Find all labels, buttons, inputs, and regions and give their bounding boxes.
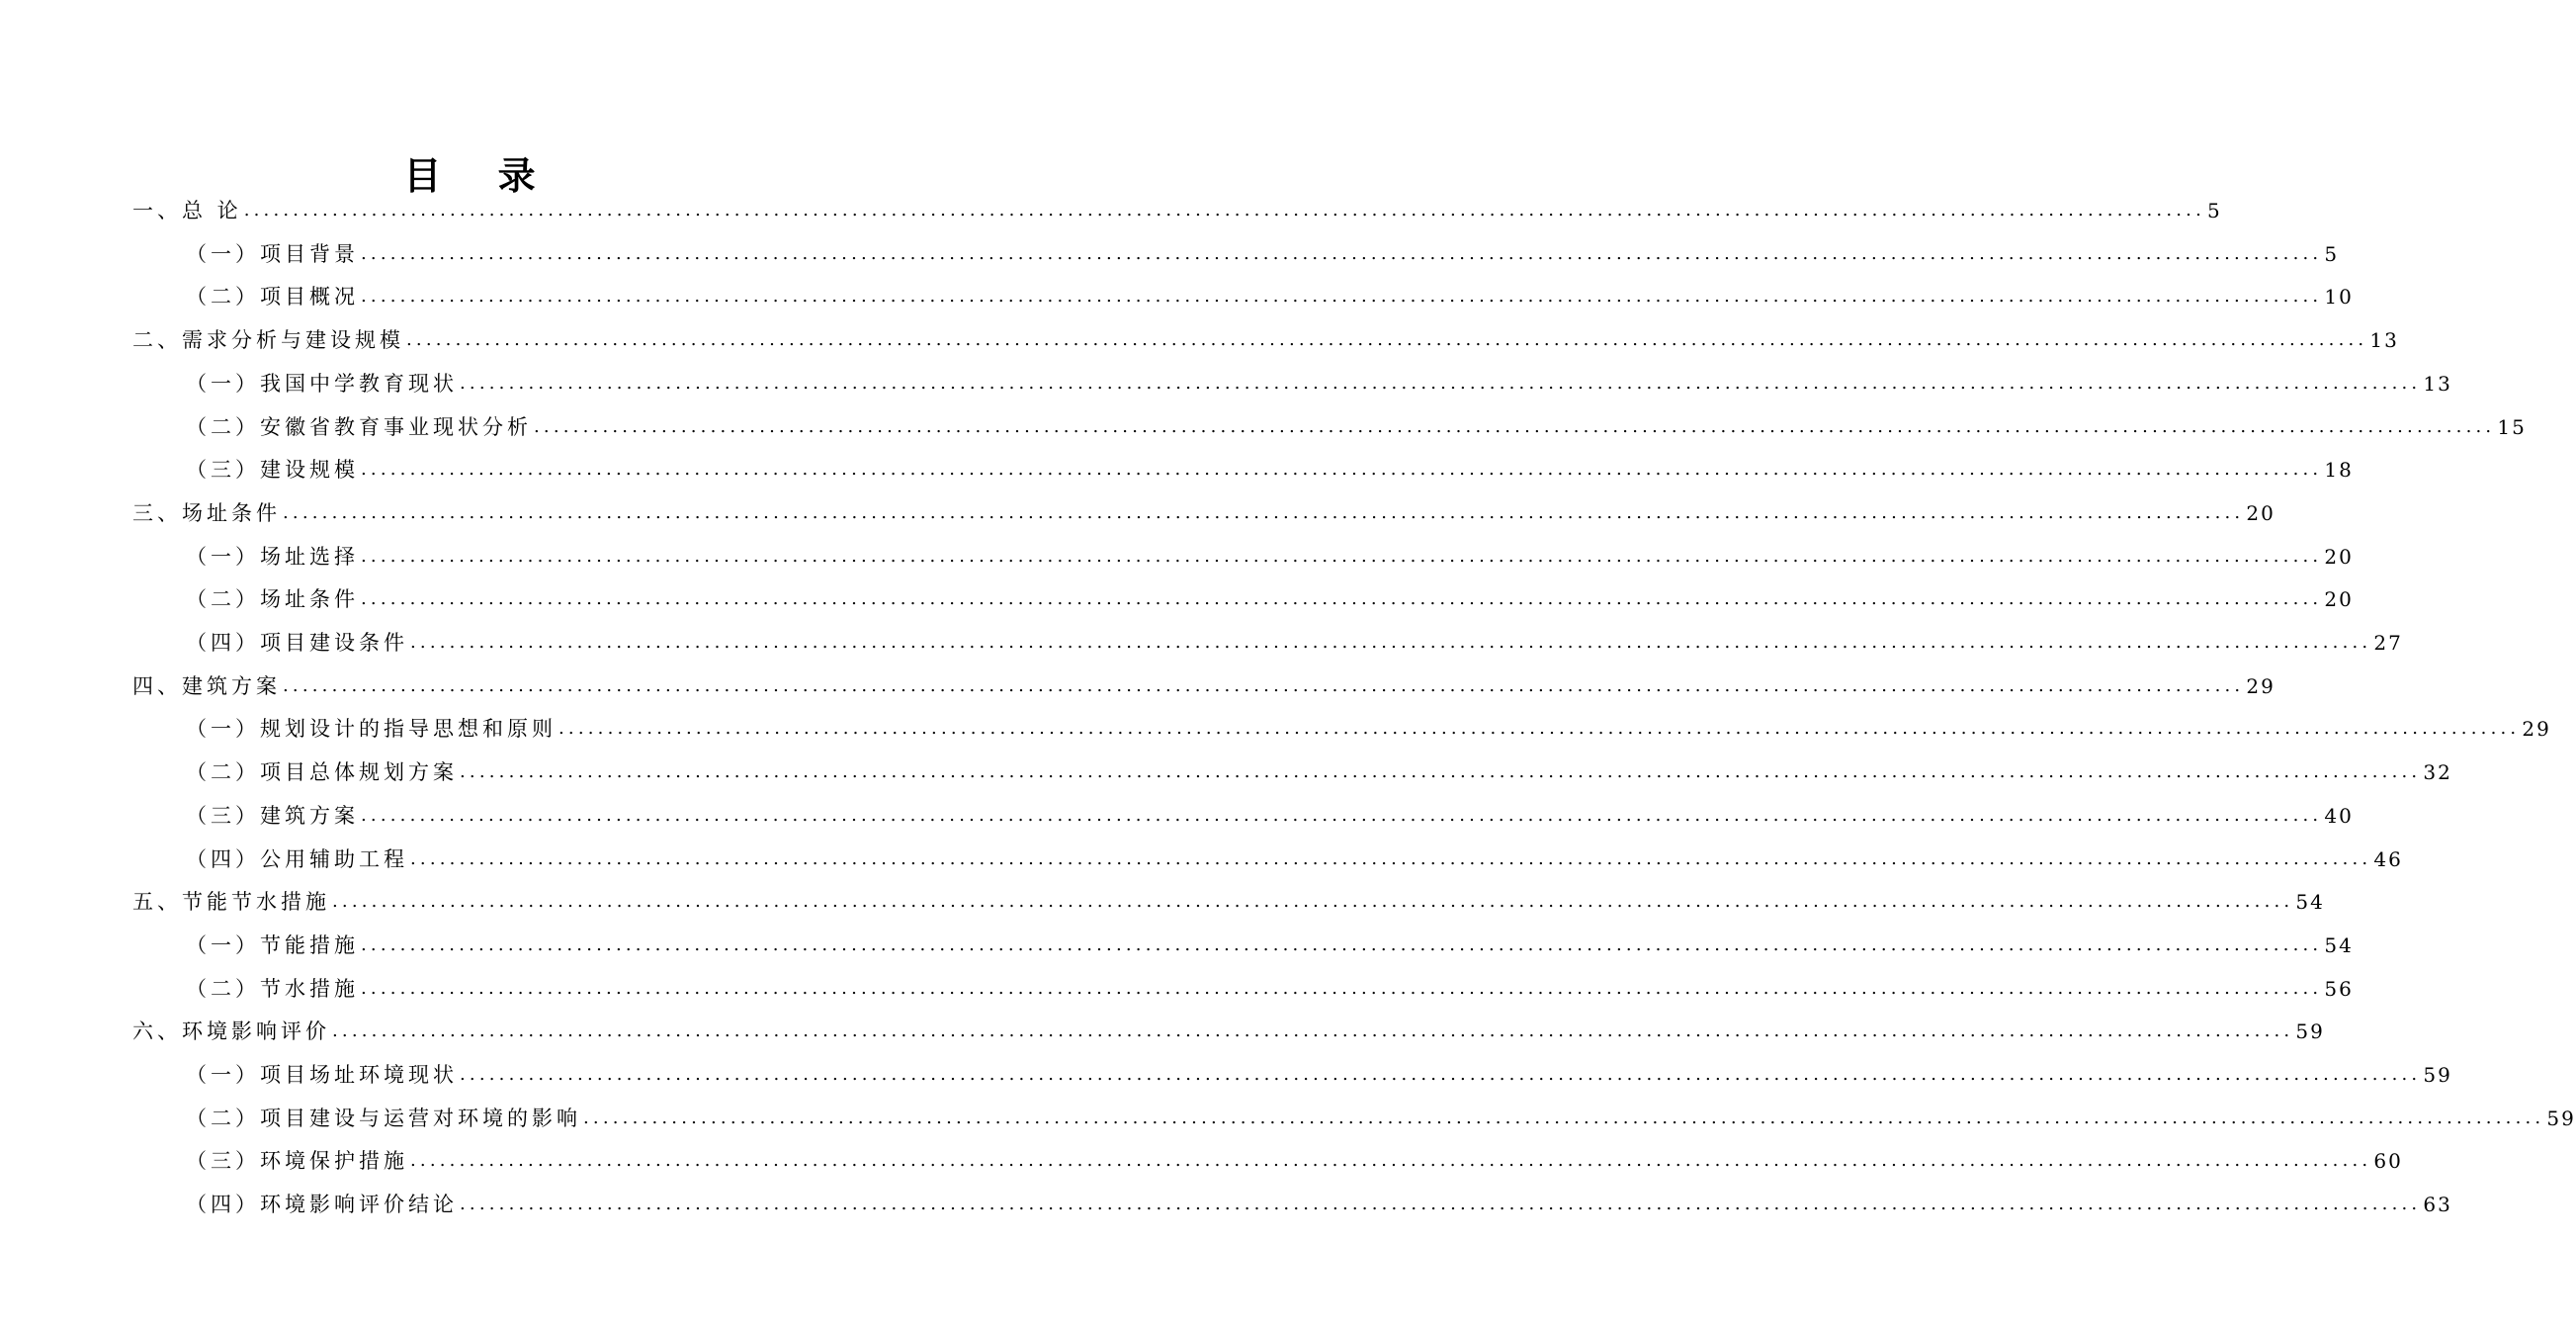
toc-entry-label: （二）项目建设与运营对环境的影响 — [186, 1106, 581, 1130]
toc-entry[interactable] — [186, 757, 2452, 787]
toc-entry[interactable] — [186, 584, 2354, 614]
toc-entry[interactable] — [186, 628, 2403, 658]
dot-leader: ........................................................................................................................................................................................................ — [558, 718, 2521, 740]
toc-entry[interactable] — [186, 1190, 2452, 1219]
toc-entry-page-number: 59 — [2546, 1106, 2576, 1130]
toc-entry[interactable] — [186, 1146, 2403, 1176]
dot-leader: ........................................................................................................................................................................................................ — [361, 286, 2323, 308]
toc-entry-label: （一）项目背景 — [186, 241, 359, 266]
dot-leader: ........................................................................................................................................................................................................ — [460, 761, 2422, 783]
toc-entry-page-number: 29 — [2246, 673, 2275, 698]
toc-entry-label: 三、场址条件 — [132, 500, 281, 525]
dot-leader: ........................................................................................................................................................................................................ — [283, 674, 2245, 696]
toc-entry[interactable] — [186, 974, 2354, 1004]
toc-entry-page-number: 10 — [2324, 285, 2354, 310]
toc-entry[interactable] — [186, 930, 2354, 960]
toc-entry-label: （四）公用辅助工程 — [186, 846, 408, 871]
toc-entry-page-number: 13 — [2369, 328, 2399, 353]
toc-entry-label: 四、建筑方案 — [132, 673, 281, 698]
dot-leader: ........................................................................................................................................................................................................ — [361, 933, 2323, 955]
toc-entry[interactable] — [186, 1104, 2576, 1133]
dot-leader: ........................................................................................................................................................................................................ — [361, 804, 2323, 826]
toc-entry-page-number: 5 — [2207, 199, 2222, 222]
dot-leader: ........................................................................................................................................................................................................ — [534, 415, 2496, 437]
dot-leader: ........................................................................................................................................................................................................ — [243, 200, 2206, 221]
toc-entry-page-number: 40 — [2324, 803, 2354, 828]
dot-leader: ........................................................................................................................................................................................................ — [361, 977, 2323, 999]
toc-entry[interactable] — [186, 369, 2452, 399]
toc-entry-page-number: 54 — [2324, 932, 2354, 957]
toc-entry-page-number: 18 — [2324, 458, 2354, 483]
toc-entry-label: （二）项目概况 — [186, 285, 359, 310]
toc-entry-page-number: 63 — [2423, 1193, 2452, 1217]
toc-title: 目 录 — [403, 153, 558, 198]
toc-entry[interactable] — [186, 1060, 2452, 1090]
toc-entry[interactable] — [186, 714, 2551, 744]
toc-entry-page-number: 32 — [2423, 760, 2452, 785]
toc-entry[interactable] — [132, 1017, 2325, 1046]
toc-entry-label: （二）安徽省教育事业现状分析 — [186, 414, 532, 439]
toc-entry-page-number: 13 — [2423, 371, 2452, 396]
toc-entry-label: （一）节能措施 — [186, 932, 359, 957]
toc-entry-page-number: 59 — [2423, 1063, 2452, 1087]
toc-entry-label: 二、需求分析与建设规模 — [132, 328, 404, 353]
toc-entry-page-number: 15 — [2497, 414, 2527, 439]
dot-leader: ........................................................................................................................................................................................................ — [460, 1194, 2422, 1215]
toc-entry[interactable] — [132, 671, 2275, 701]
toc-entry[interactable] — [132, 196, 2222, 225]
dot-leader: ........................................................................................................................................................................................................ — [332, 1020, 2294, 1042]
toc-entry-label: （四）项目建设条件 — [186, 631, 408, 655]
toc-entry[interactable] — [186, 412, 2527, 442]
toc-entry[interactable] — [132, 498, 2275, 528]
toc-entry-page-number: 20 — [2324, 544, 2354, 569]
toc-entry[interactable] — [186, 844, 2403, 874]
toc-entry-page-number: 59 — [2295, 1019, 2325, 1044]
toc-entry-label: （三）环境保护措施 — [186, 1149, 408, 1174]
dot-leader: ........................................................................................................................................................................................................ — [460, 1064, 2422, 1085]
toc-entry[interactable] — [132, 325, 2399, 355]
toc-entry-label: （二）项目总体规划方案 — [186, 760, 458, 785]
toc-entry-page-number: 60 — [2373, 1149, 2403, 1174]
toc-entry-label: （一）规划设计的指导思想和原则 — [186, 717, 557, 742]
toc-entry-page-number: 5 — [2324, 241, 2340, 266]
toc-entry-label: （二）节水措施 — [186, 976, 359, 1001]
toc-entry-label: （二）场址条件 — [186, 587, 359, 612]
dot-leader: ........................................................................................................................................................................................................ — [332, 891, 2294, 913]
toc-entry-page-number: 20 — [2246, 500, 2275, 525]
toc-entry-label: 一、总 论 — [132, 199, 242, 222]
dot-leader: ........................................................................................................................................................................................................ — [410, 1150, 2372, 1172]
toc-entry-label: （三）建筑方案 — [186, 803, 359, 828]
toc-entry-page-number: 56 — [2324, 976, 2354, 1001]
toc-entry[interactable] — [186, 455, 2354, 485]
dot-leader: ........................................................................................................................................................................................................ — [361, 459, 2323, 481]
dot-leader: ........................................................................................................................................................................................................ — [460, 372, 2422, 394]
toc-entry[interactable] — [186, 282, 2354, 311]
dot-leader: ........................................................................................................................................................................................................ — [361, 545, 2323, 567]
toc-entry-label: （一）项目场址环境现状 — [186, 1063, 458, 1087]
toc-entry-page-number: 20 — [2324, 587, 2354, 612]
toc-entry[interactable] — [186, 542, 2354, 572]
toc-entry-label: （一）我国中学教育现状 — [186, 371, 458, 396]
toc-entry-page-number: 54 — [2295, 890, 2325, 915]
toc-entry[interactable] — [132, 887, 2325, 917]
toc-entry-label: 六、环境影响评价 — [132, 1019, 330, 1044]
toc-entry-page-number: 27 — [2373, 631, 2403, 655]
dot-leader: ........................................................................................................................................................................................................ — [361, 588, 2323, 610]
dot-leader: ........................................................................................................................................................................................................ — [410, 847, 2372, 869]
dot-leader: ........................................................................................................................................................................................................ — [406, 329, 2368, 351]
toc-entry-page-number: 29 — [2522, 717, 2551, 742]
toc-entry-label: （一）场址选择 — [186, 544, 359, 569]
dot-leader: ........................................................................................................................................................................................................ — [283, 501, 2245, 523]
toc-entry-page-number: 46 — [2373, 846, 2403, 871]
dot-leader: ........................................................................................................................................................................................................ — [361, 242, 2323, 264]
toc-entry[interactable] — [186, 239, 2340, 269]
toc-entry[interactable] — [186, 801, 2354, 831]
toc-entry-label: （三）建设规模 — [186, 458, 359, 483]
toc-entry-label: （四）环境影响评价结论 — [186, 1193, 458, 1217]
dot-leader: ........................................................................................................................................................................................................ — [410, 632, 2372, 653]
toc-entry-label: 五、节能节水措施 — [132, 890, 330, 915]
dot-leader: ........................................................................................................................................................................................................ — [583, 1107, 2545, 1128]
